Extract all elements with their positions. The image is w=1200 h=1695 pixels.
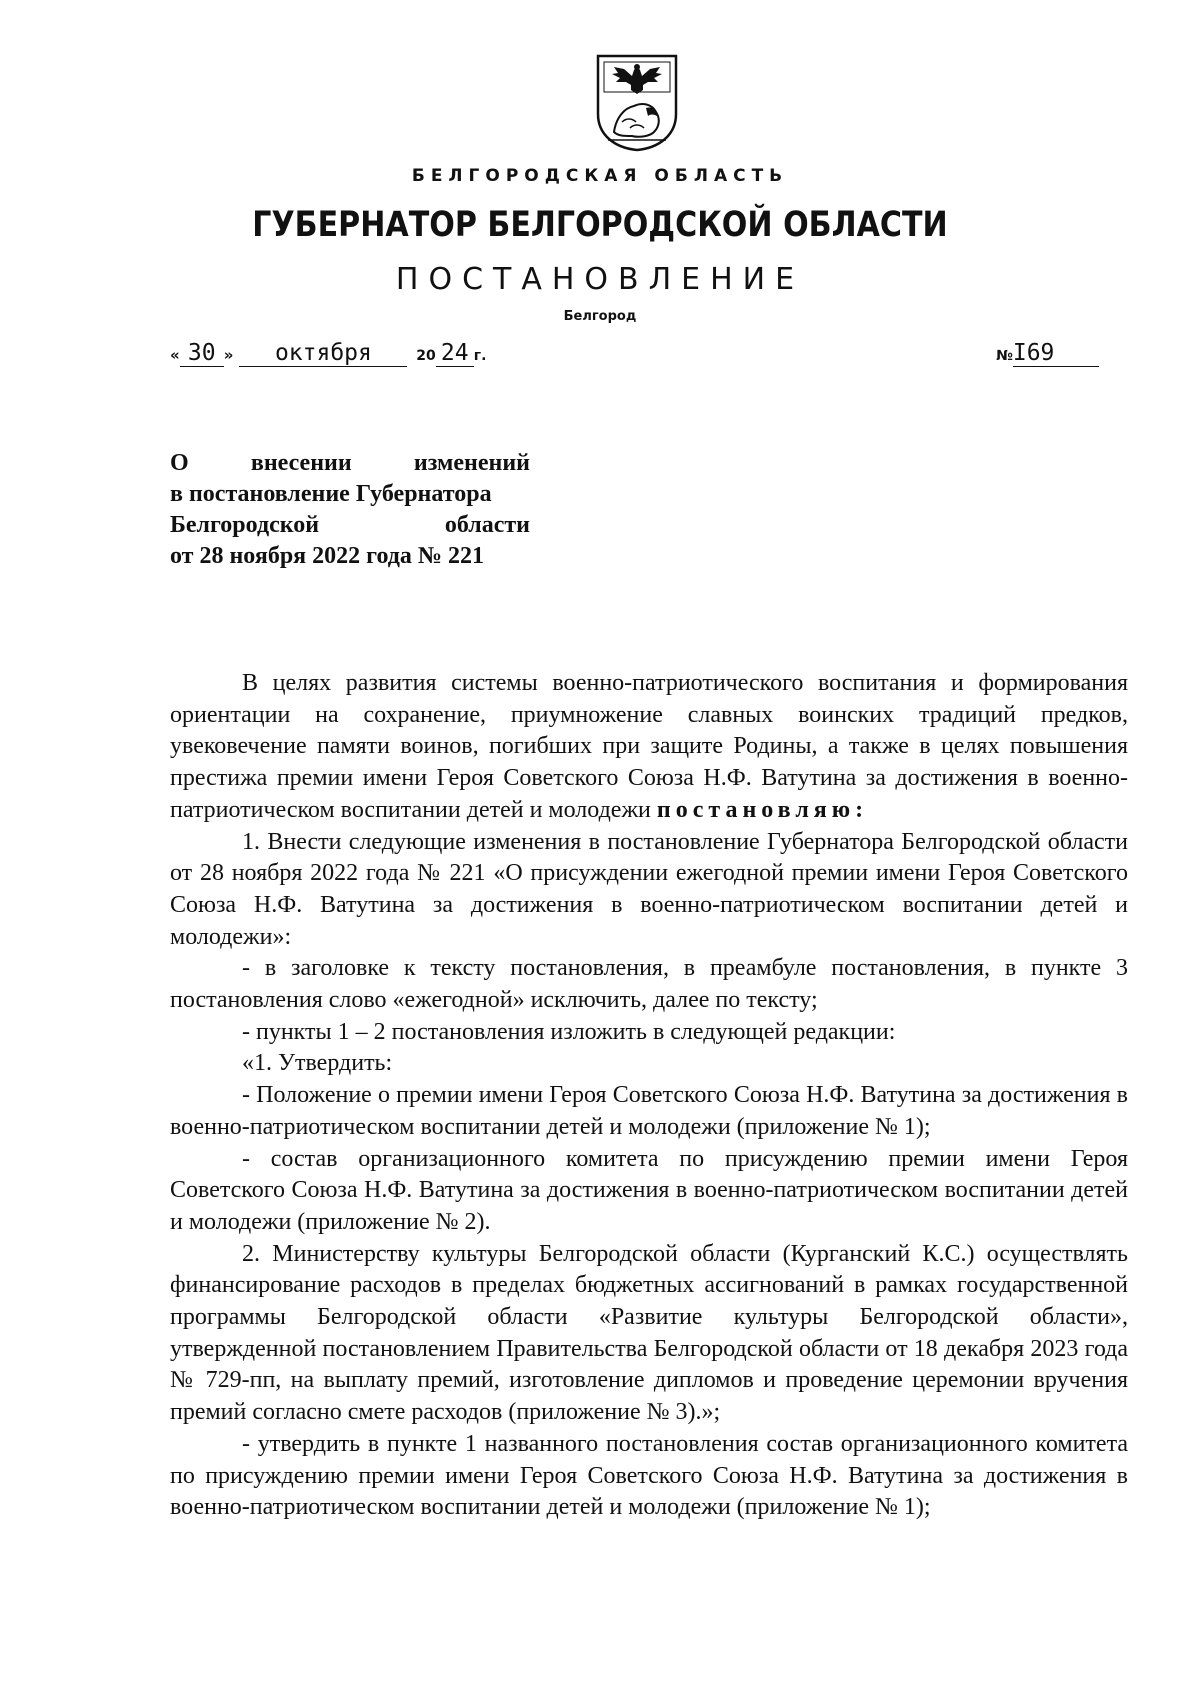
document-body (170, 668, 1128, 1524)
body-paragraph: - в заголовке к тексту постановления, в преамбуле постановления, в пункте 3 постановления слово «ежегодной» исключить, далее по тексту; (170, 955, 1128, 1014)
body-paragraph: - пункты 1 – 2 постановления изложить в следующей редакции: (242, 1018, 896, 1045)
document-subject (170, 448, 530, 572)
date-year: 24 (436, 340, 474, 367)
issuer-title: ГУБЕРНАТОР БЕЛГОРОДСКОЙ ОБЛАСТИ (252, 205, 948, 245)
document-type: ПОСТАНОВЛЕНИЕ (395, 262, 805, 297)
city-name: Белгород (563, 309, 637, 324)
date-month: октября (239, 340, 407, 367)
date-open-quote: « (170, 346, 180, 364)
number-value: I69 (1013, 340, 1099, 367)
subject-line: Белгородской области (170, 512, 530, 538)
body-paragraph: - состав организационного комитета по присуждению премии имени Героя Советского Союза Н.Ф. Ватутина за достижения в военно-патриотическом воспитании детей и молодежи (приложение № 2). (170, 1145, 1128, 1235)
subject-line: от 28 ноября 2022 года № 221 (170, 543, 485, 569)
document-number (996, 340, 1099, 367)
resolution-keyword: постановляю: (656, 796, 869, 823)
document-date (170, 340, 486, 367)
subject-line: О внесении изменений (170, 450, 530, 476)
number-label: № (996, 348, 1013, 364)
date-close-quote: » (223, 346, 234, 364)
body-paragraph: - Положение о премии имени Героя Советского Союза Н.Ф. Ватутина за достижения в военно-патриотическом воспитании детей и молодежи (приложение № 1); (170, 1082, 1128, 1140)
region-name: БЕЛГОРОДСКАЯ ОБЛАСТЬ (411, 166, 789, 186)
subject-line: в постановление Губернатора (170, 481, 492, 507)
preamble-text: В целях развития системы военно-патриотического воспитания и формирования ориентации на сохранение, приумножение славных воинских традиций предков, увековечение памяти воинов, погибших при защите Родины, а также в целях повышения престижа премии имени Героя Советского Союза Н.Ф. Ватутина за достижения в военно-патриотическом воспитании детей и молодежи (170, 670, 1128, 823)
date-century: 20 (416, 348, 436, 364)
body-paragraph: «1. Утвердить: (242, 1050, 393, 1077)
body-paragraph: 1. Внести следующие изменения в постановление Губернатора Белгородской области от 28 ноября 2022 года № 221 «О присуждении ежегодной премии имени Героя Советского Союза Н.Ф. Ватутина за достижения в военно-патриотическом воспитании детей и молодежи»: (170, 828, 1128, 950)
date-year-suffix: г. (473, 348, 487, 364)
body-paragraph (170, 668, 1128, 827)
body-paragraph: - утвердить в пункте 1 названного постановления состав организационного комитета по присуждению премии имени Героя Советского Союза Н.Ф. Ватутина за достижения в военно-патриотическом воспитании детей и молодежи (приложение № 1); (170, 1430, 1128, 1521)
date-day: 30 (180, 340, 224, 367)
coat-of-arms-icon (594, 52, 680, 152)
body-paragraph: 2. Министерству культуры Белгородской области (Курганский К.С.) осуществлять финансирование расходов в пределах бюджетных ассигнований в рамках государственной программы Белгородской области «Развитие культуры Белгородской области», утвержденной постановлением Правительства Белгородской области от 18 декабря 2023 года № 729-пп, на выплату премий, изготовление дипломов и проведение церемонии вручения премий согласно смете расходов (приложение № 3).»; (170, 1240, 1128, 1426)
